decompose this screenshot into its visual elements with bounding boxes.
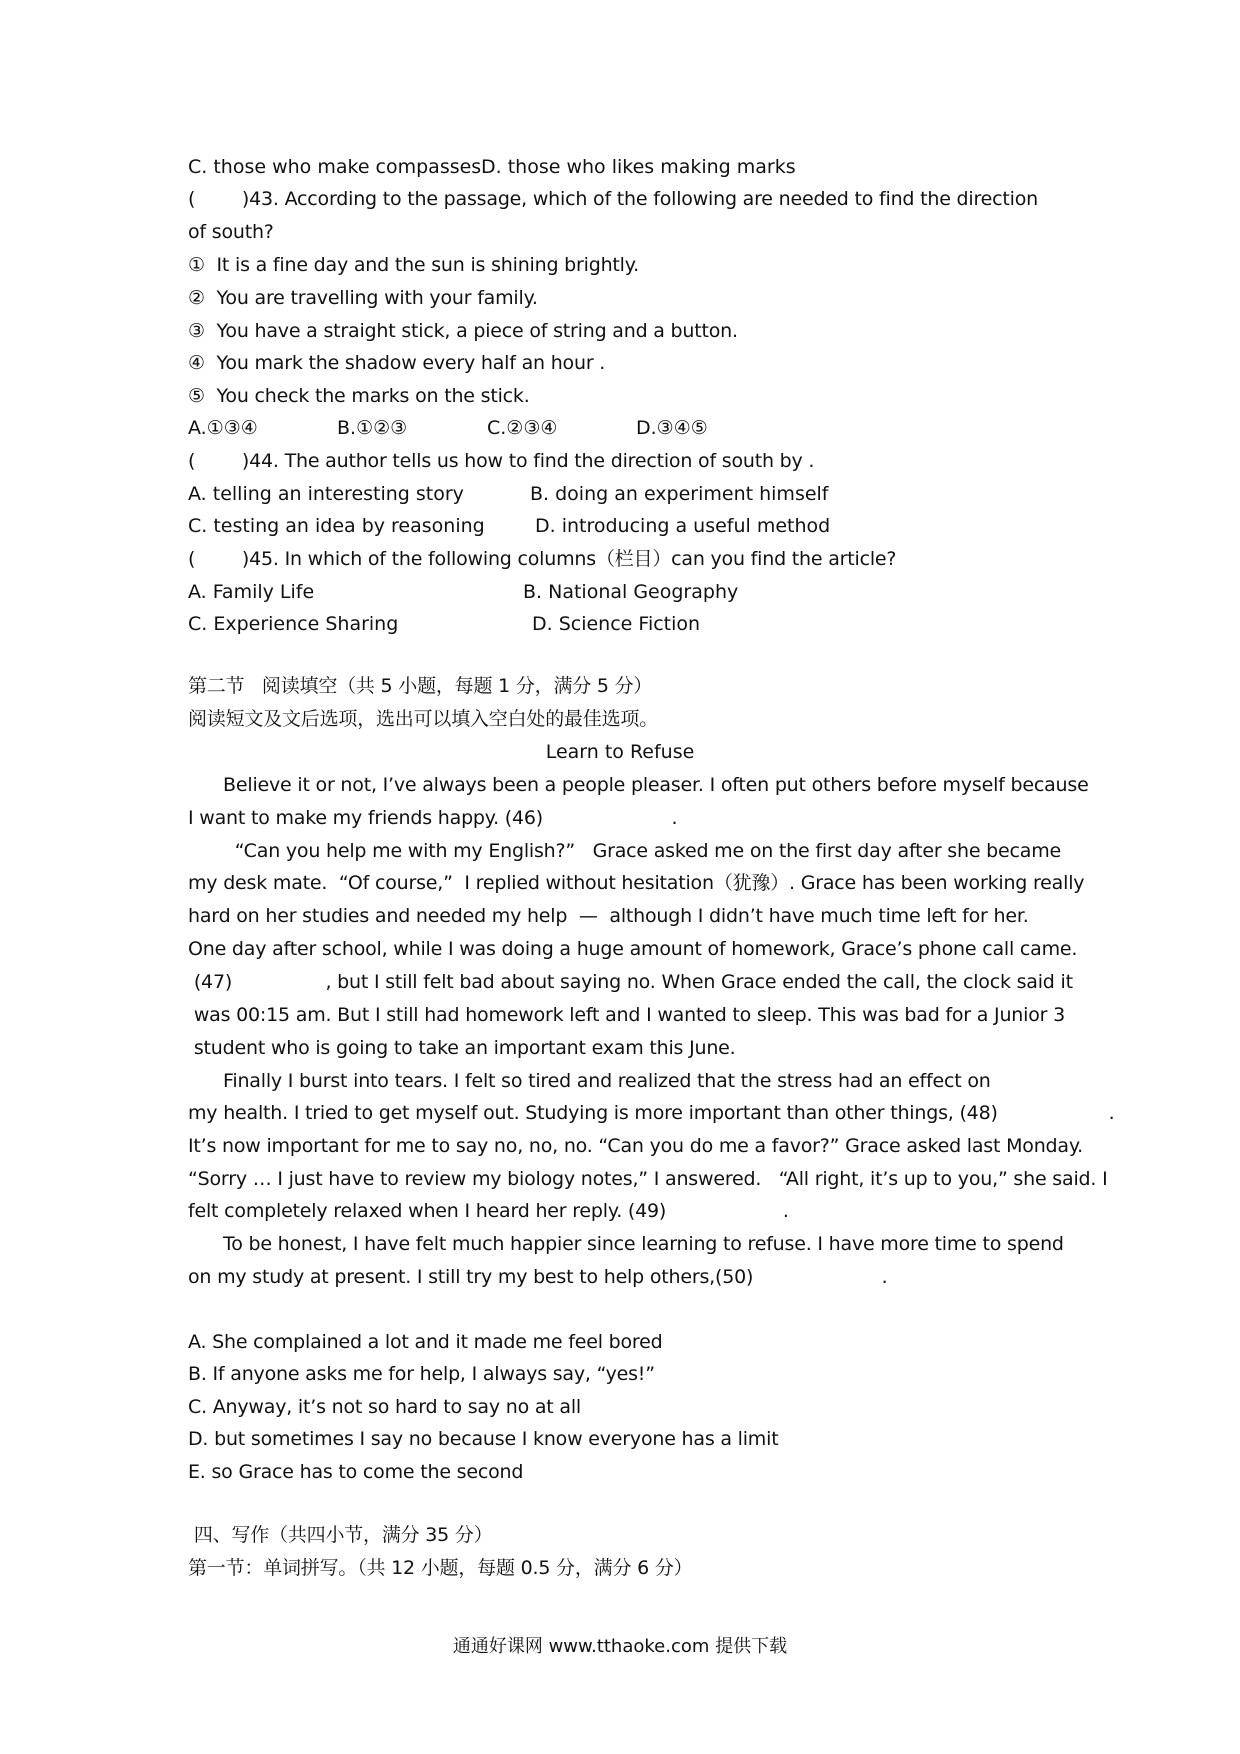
q44-option-a: A. telling an interesting story [188, 483, 464, 505]
q44-stem: ( )44. The author tells us how to find the direction of south by . [188, 450, 815, 472]
passage-line: my health. I tried to get myself out. Studying is more important than other things, (48) . [188, 1102, 1115, 1124]
passage-line: Believe it or not, I’ve always been a people pleaser. I often put others before myself because [188, 774, 1089, 796]
q44-option-b: B. doing an experiment himself [530, 483, 829, 505]
passage-line: felt completely relaxed when I heard her reply. (49) . [188, 1200, 789, 1222]
q42-option-c: C. those who make compasses [188, 156, 482, 178]
choice-e: E. so Grace has to come the second [188, 1461, 524, 1483]
q43-item-1: ① It is a fine day and the sun is shining brightly. [188, 254, 639, 276]
q43-item-3: ③ You have a straight stick, a piece of string and a button. [188, 320, 738, 342]
q43-stem-line1: ( )43. According to the passage, which of the following are needed to find the direction [188, 188, 1039, 210]
q43-option-d: D.③④⑤ [636, 417, 708, 439]
q45-option-a: A. Family Life [188, 581, 315, 603]
q43-item-2: ② You are travelling with your family. [188, 287, 538, 309]
q44-option-c: C. testing an idea by reasoning [188, 515, 485, 537]
q45-option-d: D. Science Fiction [532, 613, 701, 635]
q43-item-5: ⑤ You check the marks on the stick. [188, 385, 530, 407]
footer-watermark: 通通好课网 www.tthaoke.com 提供下载 [452, 1636, 788, 1657]
passage-line: my desk mate. “Of course,” I replied without hesitation（犹豫）. Grace has been working really [188, 872, 1085, 894]
q43-item-4: ④ You mark the shadow every half an hour . [188, 352, 606, 374]
q42-option-d: D. those who likes making marks [481, 156, 796, 178]
passage-title: Learn to Refuse [545, 741, 695, 763]
q43-option-a: A.①③④ [188, 417, 258, 439]
q43-option-c: C.②③④ [487, 417, 558, 439]
passage-line: student who is going to take an important exam this June. [188, 1037, 736, 1059]
q45-option-c: C. Experience Sharing [188, 613, 399, 635]
q45-stem: ( )45. In which of the following columns（栏目）can you find the article? [188, 548, 897, 570]
passage-line: (47) , but I still felt bad about saying no. When Grace ended the call, the clock said it [188, 971, 1073, 993]
q43-option-b: B.①②③ [337, 417, 408, 439]
passage-line: To be honest, I have felt much happier since learning to refuse. I have more time to spend [188, 1233, 1064, 1255]
choice-c: C. Anyway, it’s not so hard to say no at all [188, 1396, 582, 1418]
choice-b: B. If anyone asks me for help, I always say, “yes!” [188, 1363, 655, 1385]
section-heading: 第二节 阅读填空（共 5 小题，每题 1 分，满分 5 分） [188, 675, 653, 697]
passage-line: It’s now important for me to say no, no, no. “Can you do me a favor?” Grace asked last Monday. [188, 1135, 1084, 1157]
section-instruction: 阅读短文及文后选项，选出可以填入空白处的最佳选项。 [188, 708, 659, 730]
writing-heading: 四、写作（共四小节，满分 35 分） [188, 1524, 493, 1546]
choice-d: D. but sometimes I say no because I know everyone has a limit [188, 1428, 779, 1450]
passage-line: I want to make my friends happy. (46) . [188, 807, 678, 829]
q43-stem-line2: of south? [188, 221, 274, 243]
q44-option-d: D. introducing a useful method [535, 515, 831, 537]
passage-line: was 00:15 am. But I still had homework left and I wanted to sleep. This was bad for a Junior 3 [188, 1004, 1065, 1026]
passage-line: on my study at present. I still try my best to help others,(50) . [188, 1266, 888, 1288]
writing-subheading: 第一节：单词拼写。（共 12 小题，每题 0.5 分，满分 6 分） [188, 1557, 693, 1579]
passage-line: One day after school, while I was doing a huge amount of homework, Grace’s phone call came. [188, 938, 1078, 960]
q45-option-b: B. National Geography [523, 581, 739, 603]
passage-line: “Sorry … I just have to review my biology notes,” I answered. “All right, it’s up to you,” she said. I [188, 1168, 1108, 1190]
choice-a: A. She complained a lot and it made me feel bored [188, 1331, 663, 1353]
passage-line: Finally I burst into tears. I felt so tired and realized that the stress had an effect on [188, 1070, 991, 1092]
passage-line: “Can you help me with my English?” Grace asked me on the first day after she became [188, 840, 1061, 862]
passage-line: hard on her studies and needed my help — although I didn’t have much time left for her. [188, 905, 1029, 927]
